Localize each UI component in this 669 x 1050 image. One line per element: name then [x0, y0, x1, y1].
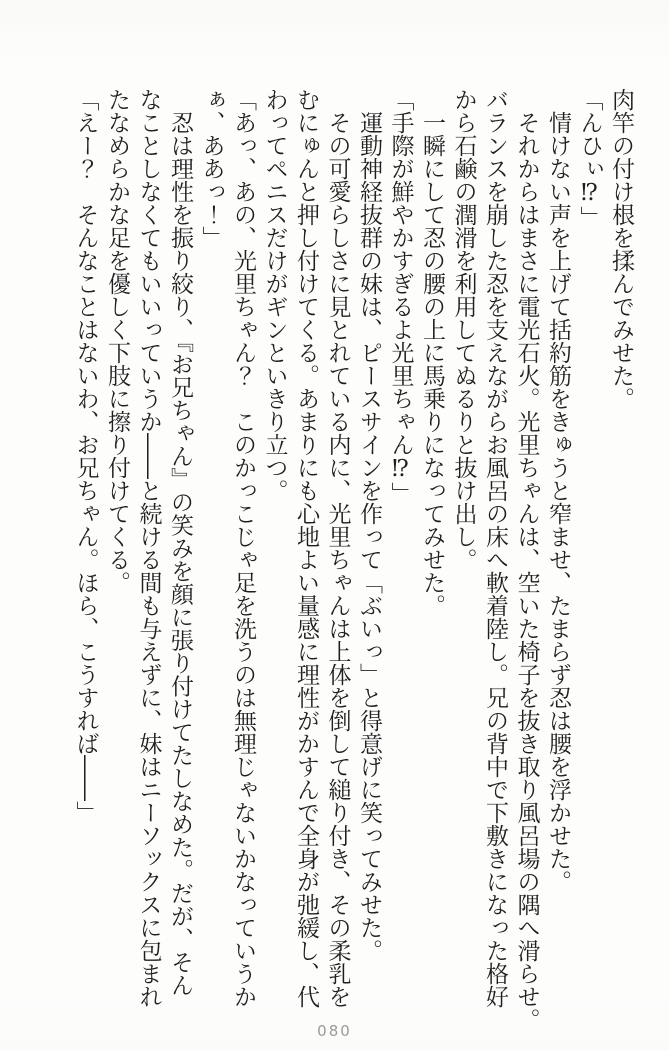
text-column: バランスを崩した忍を支えながらお風呂の床へ軟着陸し。兄の背中で下敷きになった格好: [482, 88, 508, 1008]
vertical-text-block: [69, 88, 636, 1033]
text-column: 情けない声を上げて括約筋をきゅうと窄ませ、たまらず忍は腰を浮かせた。: [545, 88, 571, 893]
page-number: 080: [317, 1022, 352, 1040]
text-column: 「あっ、あの、光里ちゃん？ このかっこじゃ足を洗うのは無理じゃないかなっていうか: [230, 88, 256, 1008]
text-column: 一瞬にして忍の腰の上に馬乗りになってみせた。: [419, 88, 445, 617]
text-column: なことしなくてもいいっていうか――と続ける間も与えずに、妹はニーソックスに包まれ: [135, 88, 162, 1008]
text-column: その可愛らしさに見とれている内に、光里ちゃんは上体を倒して縋り付き、その柔乳を: [324, 88, 351, 1008]
text-column: から石鹸の潤滑を利用してぬるりと抜け出し。: [450, 88, 477, 571]
text-column: それからはまさに電光石火。光里ちゃんは、空いた椅子を抜き取り風呂場の隅へ滑らせ。: [513, 88, 540, 1031]
text-column: 「えー？ そんなことはないわ、お兄ちゃん。ほら、こうすれば――」: [72, 88, 99, 824]
text-column: 肉竿の付け根を揉んでみせた。: [608, 88, 634, 410]
text-column: 「んひぃ⁉」: [576, 88, 603, 229]
text-column: 忍は理性を振り絞り、『お兄ちゃん』の笑みを顔に張り付けてたしなめた。だが、そん: [167, 88, 193, 997]
text-column: むにゅんと押し付けてくる。あまりにも心地よい量感に理性がかすんで全身が弛緩し、代: [293, 88, 319, 1008]
text-column: たなめらかな足を優しく下肢に擦り付けてくる。: [104, 88, 130, 594]
text-column: 「手際が鮮やかすぎるよ光里ちゃん⁉」: [387, 88, 414, 505]
text-column: 運動神経抜群の妹は、ピースサインを作って「ぶいっ」と得意げに笑ってみせた。: [356, 88, 382, 962]
text-column: わってペニスだけがギンといきり立つ。: [261, 88, 288, 502]
text-column: ぁ、ああっ！」: [198, 88, 225, 249]
